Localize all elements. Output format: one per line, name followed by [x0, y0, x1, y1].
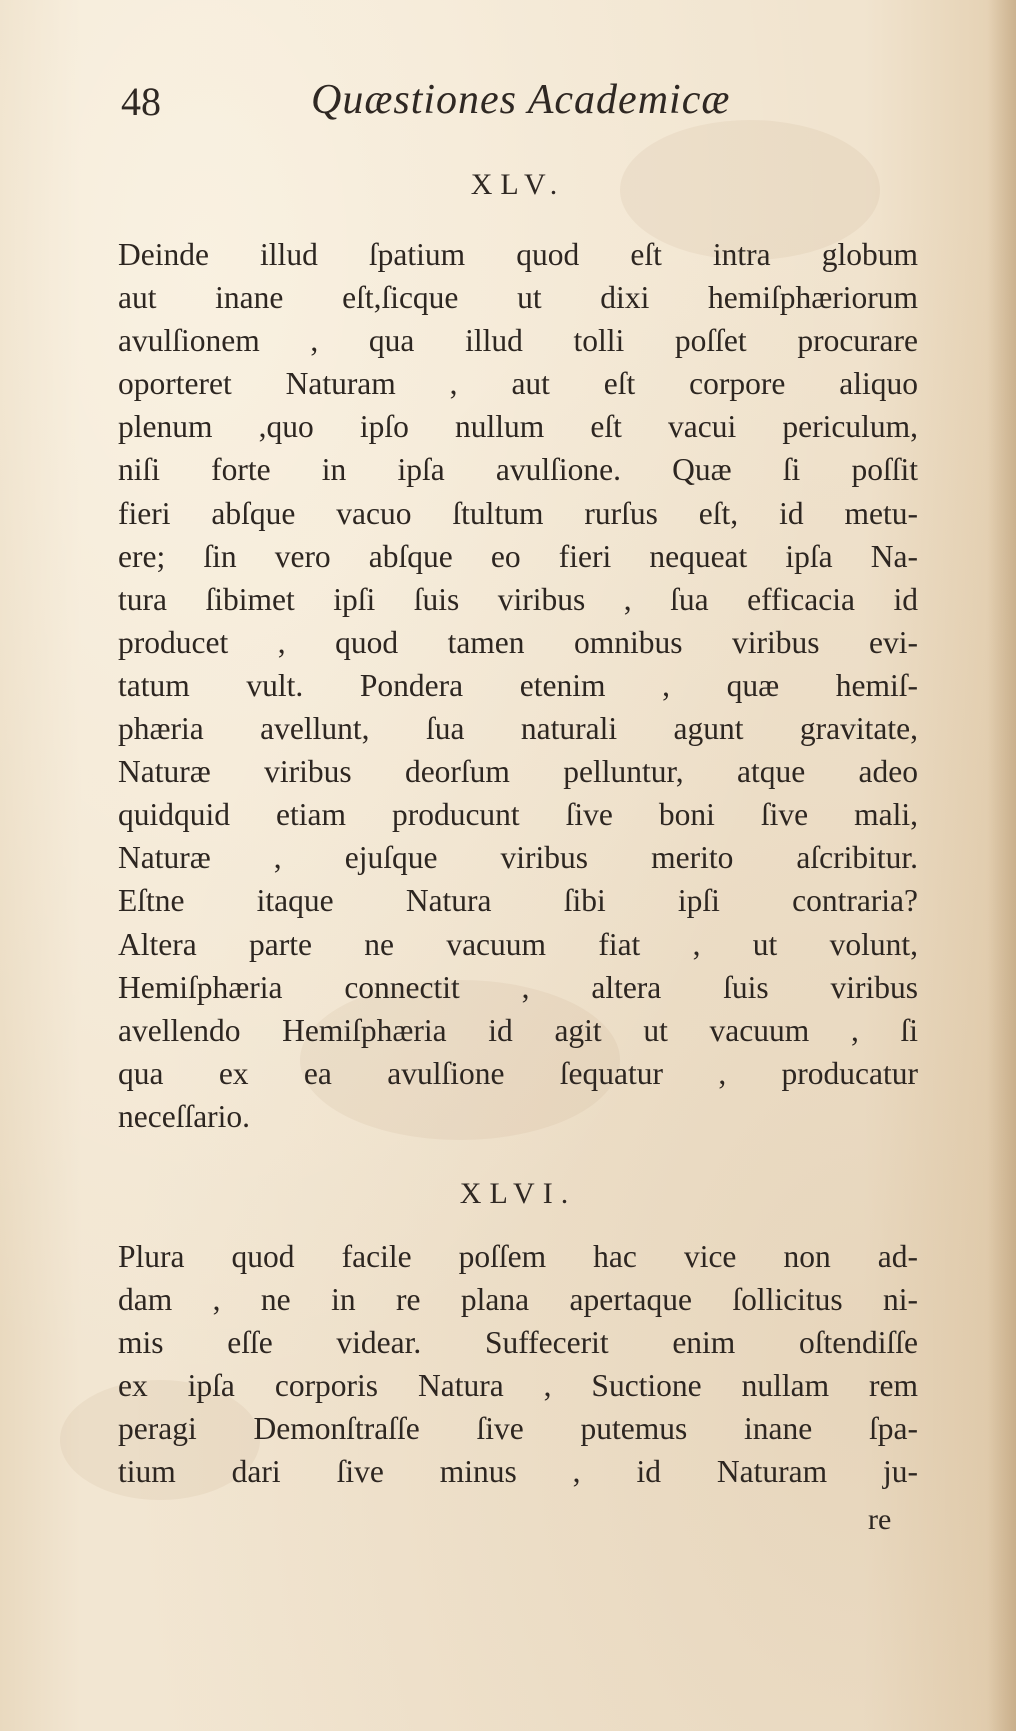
text-line: mis eſſe videar. Suffecerit enim oſtendiſſe	[118, 1325, 918, 1361]
text-line: aut inane eſt,ſicque ut dixi hemiſphæriorum	[118, 280, 918, 316]
text-line: Naturæ viribus deorſum pelluntur, atque adeo	[118, 754, 918, 790]
text-line: oporteret Naturam , aut eſt corpore aliquo	[118, 366, 918, 402]
text-line: ex ipſa corporis Natura , Suctione nullam rem	[118, 1368, 918, 1404]
paragraph-xlvi	[118, 1235, 918, 1494]
text-line: Naturæ , ejuſque viribus merito aſcribitur.	[118, 840, 918, 876]
paragraph-xlv	[118, 233, 918, 1138]
page-edge-shadow	[988, 0, 1016, 1731]
text-line: Hemiſphæria connectit , altera ſuis viribus	[118, 969, 918, 1005]
text-line: tatum vult. Pondera etenim , quæ hemiſ-	[118, 667, 918, 703]
text-line: neceſſario.	[118, 1098, 251, 1134]
text-line: quidquid etiam producunt ſive boni ſive mali,	[118, 797, 918, 833]
page-header	[115, 72, 915, 132]
text-line: tium dari ſive minus , id Naturam ju-	[118, 1454, 918, 1490]
text-line: tura ſibimet ipſi ſuis viribus , ſua efficacia id	[118, 581, 918, 617]
text-line: ere; ſin vero abſque eo fieri nequeat ipſa Na-	[118, 538, 918, 574]
text-line: avulſionem , qua illud tolli poſſet procurare	[118, 323, 918, 359]
text-line: dam , ne in re plana apertaque ſollicitus ni-	[118, 1282, 918, 1318]
text-line: niſi forte in ipſa avulſione. Quæ ſi poſſit	[118, 452, 918, 488]
text-line: phæria avellunt, ſua naturali agunt gravitate,	[118, 711, 918, 747]
text-line: plenum ,quo ipſo nullum eſt vacui periculum,	[118, 409, 918, 445]
text-line: Altera parte ne vacuum fiat , ut volunt,	[118, 926, 918, 962]
text-line: avellendo Hemiſphæria id agit ut vacuum , ſi	[118, 1012, 918, 1048]
text-line: peragi Demonſtraſſe ſive putemus inane ſpa-	[118, 1411, 918, 1447]
text-line: producet , quod tamen omnibus viribus evi-	[118, 624, 918, 660]
text-line: fieri abſque vacuo ſtultum rurſus eſt, id metu-	[118, 495, 918, 531]
running-title: Quæstiones Academicæ	[311, 77, 731, 123]
catchword: re	[868, 1503, 892, 1536]
section-heading-xlv: XLV.	[470, 168, 566, 201]
page-number: 48	[121, 79, 161, 124]
text-line: Plura quod facile poſſem hac vice non ad-	[118, 1239, 918, 1274]
text-line: Eſtne itaque Natura ſibi ipſi contraria?	[118, 883, 918, 919]
text-line: qua ex ea avulſione ſequatur , producatur	[118, 1055, 918, 1091]
text-line: Deinde illud ſpatium quod eſt intra globum	[118, 237, 918, 272]
section-heading-xlvi: XLVI.	[459, 1177, 577, 1210]
